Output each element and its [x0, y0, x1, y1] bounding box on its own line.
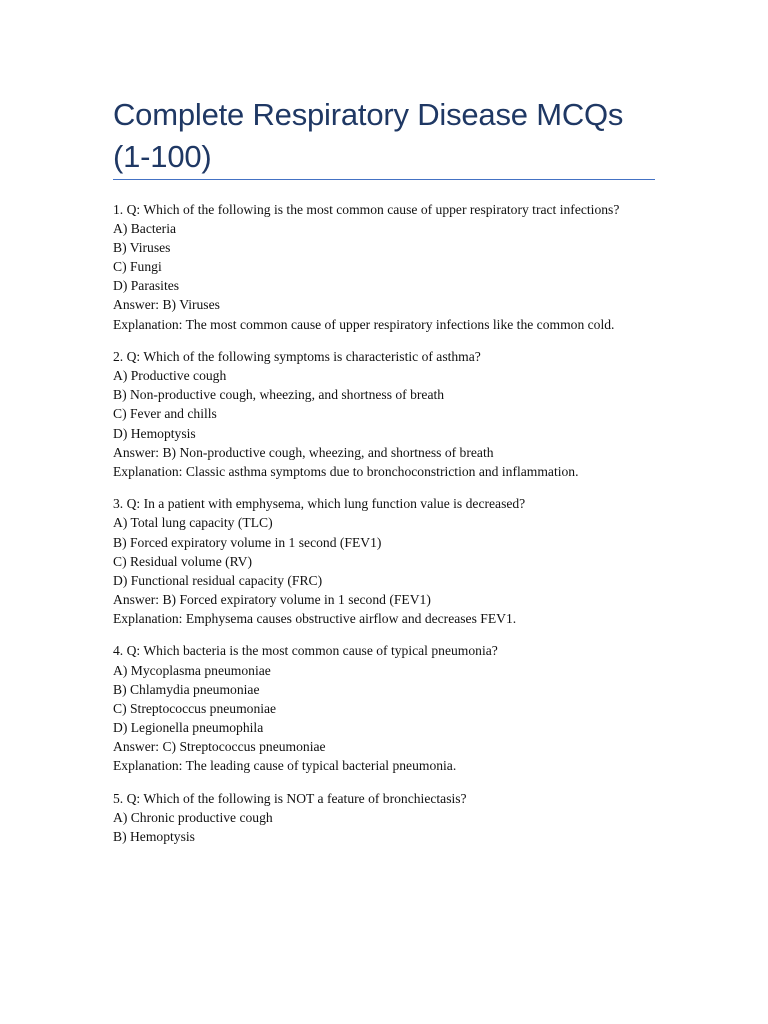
question-text: 5. Q: Which of the following is NOT a feature of bronchiectasis? — [113, 790, 467, 806]
option-b: B) Hemoptysis — [113, 828, 195, 844]
question-1 — [113, 200, 673, 334]
question-4 — [113, 641, 673, 775]
question-text: 1. Q: Which of the following is the most common cause of upper respiratory tract infections? — [113, 202, 620, 217]
option-a: A) Productive cough — [113, 368, 227, 384]
answer-text: Answer: B) Viruses — [113, 297, 220, 313]
option-c: C) Streptococcus pneumoniae — [113, 700, 277, 716]
option-b: B) Viruses — [113, 240, 171, 256]
question-text: 2. Q: Which of the following symptoms is characteristic of asthma? — [113, 349, 481, 365]
question-5 — [113, 789, 673, 846]
explanation-text: Explanation: The most common cause of upper respiratory infections like the common cold. — [113, 316, 615, 332]
option-d: D) Parasites — [113, 278, 180, 294]
option-d: D) Hemoptysis — [113, 425, 196, 441]
option-c: C) Residual volume (RV) — [113, 553, 252, 569]
option-a: A) Total lung capacity (TLC) — [113, 515, 273, 531]
title-underline — [113, 179, 655, 180]
option-a: A) Bacteria — [113, 221, 177, 237]
option-c: C) Fever and chills — [113, 406, 217, 422]
option-d: D) Legionella pneumophila — [113, 719, 264, 735]
answer-text: Answer: B) Forced expiratory volume in 1 second (FEV1) — [113, 591, 431, 607]
question-2 — [113, 347, 673, 481]
answer-text: Answer: B) Non-productive cough, wheezing, and shortness of breath — [113, 444, 494, 460]
question-list — [113, 200, 673, 859]
page-title: Complete Respiratory Disease MCQs (1-100) — [113, 97, 624, 174]
question-text: 3. Q: In a patient with emphysema, which lung function value is decreased? — [113, 496, 526, 512]
option-c: C) Fungi — [113, 259, 162, 275]
answer-text: Answer: C) Streptococcus pneumoniae — [113, 738, 326, 754]
explanation-text: Explanation: The leading cause of typical bacterial pneumonia. — [113, 758, 457, 774]
question-3 — [113, 494, 673, 628]
explanation-text: Explanation: Emphysema causes obstructive airflow and decreases FEV1. — [113, 610, 517, 626]
option-a: A) Mycoplasma pneumoniae — [113, 662, 271, 678]
title-block — [113, 94, 658, 178]
option-b: B) Chlamydia pneumoniae — [113, 681, 260, 697]
explanation-text: Explanation: Classic asthma symptoms due to bronchoconstriction and inflammation. — [113, 463, 579, 479]
option-b: B) Non-productive cough, wheezing, and shortness of breath — [113, 387, 445, 403]
option-a: A) Chronic productive cough — [113, 809, 273, 825]
option-b: B) Forced expiratory volume in 1 second (FEV1) — [113, 534, 382, 550]
option-d: D) Functional residual capacity (FRC) — [113, 572, 323, 588]
question-text: 4. Q: Which bacteria is the most common cause of typical pneumonia? — [113, 643, 498, 659]
